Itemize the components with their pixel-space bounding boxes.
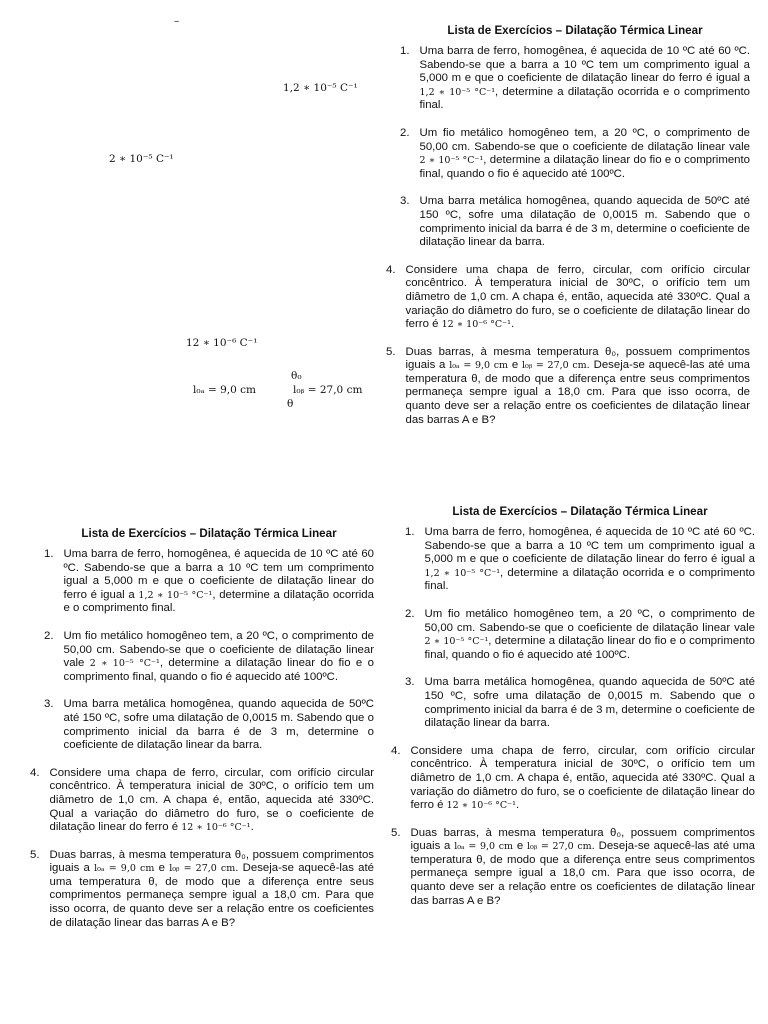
exercise-formula: l₀ᵦ = 27,0 cm: [169, 863, 236, 875]
exercise-number: 2.: [44, 629, 54, 642]
exercise-text-part: Uma barra de ferro, homogênea, é aquecida de 10 ºC até 60 ºC. Sabendo-se que a barra a 10 ºC tem um comprimento igual a 5,000 m e que o coeficiente de dilatação linear do ferro é igual a: [419, 45, 750, 85]
exercise-item: [400, 127, 750, 181]
exercise-text-part: . Deseja-se aquecê-las até uma temperatura θ, de modo que a diferença entre seus comprimentos permaneça sempre igual a 18,0 cm. Para que isso ocorra, de quanto deve ser a relação entre os coeficientes de dilatação linear das barras A e B?: [405, 359, 750, 426]
exercise-list: [391, 526, 756, 908]
exercise-number: 5.: [391, 826, 401, 839]
exercise-item: [44, 630, 374, 684]
exercise-text-part: . Deseja-se aquecê-las até uma temperatura θ, de modo que a diferença entre seus comprimentos permaneça sempre igual a 18,0 cm. Para que isso ocorra, de quanto deve ser a relação entre os coeficientes de dilatação linear das barras A e B?: [410, 840, 755, 907]
exercise-number: 4.: [30, 766, 40, 779]
exercise-item: [30, 848, 375, 931]
exercise-item: [391, 826, 755, 909]
exercise-text: [406, 264, 751, 332]
exercise-text-part: , determine a dilatação ocorrida e o comprimento final.: [424, 566, 755, 593]
exercise-text-part: .: [250, 821, 254, 834]
exercise-text-part: e: [508, 359, 522, 372]
exercise-text: [425, 676, 756, 730]
exercise-item: [405, 676, 755, 730]
exercise-number: 3.: [405, 676, 415, 689]
exercise-text-part: , determine a dilatação linear do fio e o comprimento final, quando o fio é aquecido até 100ºC.: [419, 154, 750, 180]
exercise-number: 4.: [386, 263, 396, 276]
exercise-number: 5.: [30, 848, 40, 861]
exercise-number: 3.: [400, 195, 410, 208]
exercise-text-part: Uma barra metálica homogênea, quando aquecida de 50ºC até 150 ºC, sofre uma dilatação de 0,0015 m. Sabendo que o comprimento inicial da barra é de 3 m, determine o coeficiente de dilatação linear da barra.: [424, 676, 756, 730]
stray-formula-coef-wire: 2 ∗ 10⁻⁵ C⁻¹: [109, 153, 174, 165]
exercise-number: 4.: [391, 744, 401, 757]
stray-formula-coef-plate: 12 ∗ 10⁻⁶ C⁻¹: [186, 337, 258, 349]
exercise-item: [386, 263, 750, 332]
exercise-text-part: Um fio metálico homogêneo tem, a 20 ºC, o comprimento de 50,00 cm. Sabendo-se que o coeficiente de dilatação linear vale: [63, 629, 374, 670]
exercise-text: [64, 698, 375, 752]
exercise-text-part: . Deseja-se aquecê-las até uma temperatura θ, de modo que a diferença entre seus comprimentos permaneça sempre igual a 18,0 cm. Para que isso ocorra, de quanto deve ser a relação entre os coeficientes de dilatação linear das barras A e B?: [49, 862, 375, 929]
exercise-formula: 1,2 ∗ 10⁻⁵ °C⁻¹: [138, 589, 213, 601]
exercise-text-part: Uma barra metálica homogênea, quando aquecida de 50ºC até 150 ºC, sofre uma dilatação de 0,0015 m. Sabendo que o comprimento inicial da barra é de 3 m, determine o coeficiente de dilatação linear da barra.: [63, 698, 374, 752]
exercise-text: [420, 127, 751, 181]
exercise-formula: l₀ₐ = 9,0 cm: [454, 841, 514, 853]
stray-length-b: l₀ᵦ = 27,0 cm: [293, 384, 363, 396]
exercise-text-part: , determine a dilatação ocorrida e o comprimento final.: [419, 85, 750, 112]
exercise-item: [405, 526, 755, 594]
worksheet-title: Lista de Exercícios – Dilatação Térmica Linear: [81, 527, 337, 540]
exercise-number: 1.: [400, 45, 410, 57]
exercise-text-part: Um fio metálico homogêneo tem, a 20 ºC, o comprimento de 50,00 cm. Sabendo-se que o coeficiente de dilatação linear vale: [424, 607, 755, 634]
worksheet-copy-bottom-left: [30, 527, 375, 944]
exercise-text-part: Duas barras, à mesma temperatura θ₀, possuem comprimentos iguais a: [410, 826, 755, 853]
exercise-text-part: .: [510, 318, 515, 331]
exercise-item: [400, 45, 750, 113]
exercise-text: [64, 630, 375, 684]
exercise-item: [391, 744, 755, 813]
exercise-text-part: , determine a dilatação linear do fio e o comprimento final, quando o fio é aquecido até 100ºC.: [424, 635, 755, 661]
exercise-text: [50, 849, 375, 931]
exercise-number: 1.: [44, 548, 54, 560]
exercise-formula: 1,2 ∗ 10⁻⁵ °C⁻¹: [424, 567, 501, 579]
exercise-item: [44, 698, 374, 752]
exercise-list: [30, 548, 375, 930]
exercise-item: [386, 345, 750, 428]
exercise-text-part: Um fio metálico homogêneo tem, a 20 ºC, o comprimento de 50,00 cm. Sabendo-se que o coeficiente de dilatação linear vale: [419, 126, 750, 153]
worksheet-title: Lista de Exercícios – Dilatação Térmica Linear: [452, 505, 708, 518]
exercise-text: [420, 45, 751, 113]
exercise-formula: 12 ∗ 10⁻⁶ °C⁻¹: [181, 822, 251, 834]
exercise-formula: 2 ∗ 10⁻⁵ °C⁻¹: [419, 155, 484, 167]
exercise-text: [411, 745, 756, 813]
exercise-number: 3.: [44, 698, 54, 711]
exercise-formula: l₀ᵦ = 27,0 cm: [521, 360, 587, 372]
exercise-formula: 1,2 ∗ 10⁻⁵ °C⁻¹: [419, 86, 496, 98]
exercise-text: [420, 195, 751, 249]
worksheet-title: Lista de Exercícios – Dilatação Térmica Linear: [447, 24, 703, 37]
exercise-list: [386, 45, 751, 427]
stray-theta: θ: [287, 398, 294, 410]
exercise-formula: 12 ∗ 10⁻⁶ °C⁻¹: [446, 800, 516, 812]
exercise-formula: 2 ∗ 10⁻⁵ °C⁻¹: [89, 658, 160, 670]
exercise-formula: l₀ₐ = 9,0 cm: [94, 863, 155, 875]
exercise-number: 2.: [400, 126, 410, 139]
stray-dash: –: [174, 15, 180, 27]
exercise-item: [400, 195, 750, 249]
exercise-text: [406, 346, 751, 428]
exercise-text: [411, 827, 756, 909]
stray-formula-coef-iron: 1,2 ∗ 10⁻⁵ C⁻¹: [283, 82, 358, 94]
exercise-text: [50, 767, 375, 835]
exercise-item: [30, 766, 374, 835]
exercise-text-part: , determine a dilatação linear do fio e o comprimento final, quando o fio é aquecido até 100ºC.: [63, 657, 374, 683]
exercise-text-part: Considere uma chapa de ferro, circular, com orifício circular concêntrico. À temperatura inicial de 30ºC, o orifício tem um diâmetro de 1,0 cm. A chapa é, então, aquecida até 330ºC. Qual a variação do diâmetro do furo, se o coeficiente de dilatação linear do ferro é: [49, 766, 374, 834]
exercise-text: [425, 526, 756, 594]
exercise-text-part: Uma barra de ferro, homogênea, é aquecida de 10 ºC até 60 ºC. Sabendo-se que a barra a 10 ºC tem um comprimento igual a 5,000 m e que o coeficiente de dilatação linear do ferro é igual a: [63, 548, 374, 601]
exercise-text-part: e: [513, 840, 527, 853]
exercise-formula: l₀ₐ = 9,0 cm: [449, 360, 509, 372]
worksheet-copy-top-right: [386, 24, 751, 441]
exercise-item: [44, 548, 374, 616]
exercise-text-part: Considere uma chapa de ferro, circular, com orifício circular concêntrico. À temperatura inicial de 30ºC, o orifício tem um diâmetro de 1,0 cm. A chapa é, então, aquecida até 330ºC. Qual a variação do diâmetro do furo, se o coeficiente de dilatação linear do ferro é: [410, 744, 755, 812]
exercise-text-part: .: [515, 799, 520, 812]
exercise-text-part: Uma barra metálica homogênea, quando aquecida de 50ºC até 150 ºC, sofre uma dilatação de 0,0015 m. Sabendo que o comprimento inicial da barra é de 3 m, determine o coeficiente de dilatação linear da barra.: [419, 195, 751, 249]
exercise-number: 1.: [405, 526, 415, 538]
exercise-text-part: Uma barra de ferro, homogênea, é aquecida de 10 ºC até 60 ºC. Sabendo-se que a barra a 10 ºC tem um comprimento igual a 5,000 m e que o coeficiente de dilatação linear do ferro é igual a: [424, 526, 755, 566]
stray-theta-zero: θ₀: [291, 370, 302, 382]
exercise-formula: 2 ∗ 10⁻⁵ °C⁻¹: [424, 636, 489, 648]
exercise-text-part: Considere uma chapa de ferro, circular, com orifício circular concêntrico. À temperatura inicial de 30ºC, o orifício tem um diâmetro de 1,0 cm. A chapa é, então, aquecida até 330ºC. Qual a variação do diâmetro do furo, se o coeficiente de dilatação linear do ferro é: [405, 263, 750, 331]
exercise-text-part: Duas barras, à mesma temperatura θ₀, possuem comprimentos iguais a: [49, 848, 374, 875]
exercise-number: 5.: [386, 345, 396, 358]
exercise-formula: 12 ∗ 10⁻⁶ °C⁻¹: [441, 319, 511, 331]
exercise-text-part: Duas barras, à mesma temperatura θ₀, possuem comprimentos iguais a: [405, 345, 750, 372]
exercise-text: [64, 548, 375, 616]
worksheet-copy-bottom-right: [391, 505, 756, 922]
stray-length-a: l₀ₐ = 9,0 cm: [193, 384, 256, 396]
exercise-number: 2.: [405, 607, 415, 620]
exercise-formula: l₀ᵦ = 27,0 cm: [526, 841, 592, 853]
exercise-text: [425, 608, 756, 662]
exercise-text-part: , determine a dilatação ocorrida e o comprimento final.: [63, 588, 374, 615]
exercise-text-part: e: [154, 862, 170, 875]
exercise-item: [405, 608, 755, 662]
